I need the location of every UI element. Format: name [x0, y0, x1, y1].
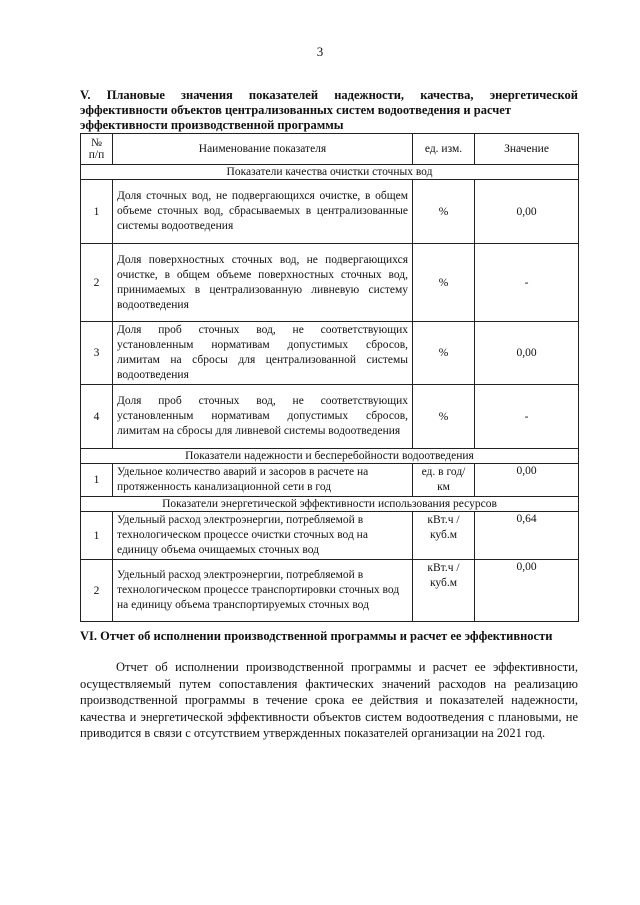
- row-unit: кВт.ч / куб.м: [413, 512, 475, 560]
- row-num: 2: [81, 244, 113, 322]
- table-row: [81, 322, 579, 385]
- row-num: 4: [81, 385, 113, 449]
- group-row: [81, 165, 579, 180]
- row-name: Доля проб сточных вод, не соответствующих установленным нормативам допустимых сбросов, лимитам на сбросы для централизованной системы водоотведения: [113, 322, 413, 385]
- table-header-row: [81, 134, 579, 165]
- row-value: 0,00: [475, 180, 579, 244]
- row-value: 0,00: [475, 322, 579, 385]
- row-unit: %: [413, 180, 475, 244]
- row-unit: кВт.ч / куб.м: [413, 560, 475, 622]
- row-name: Доля поверхностных сточных вод, не подвергающихся очистке, в общем объеме поверхностных сточных вод, принимаемых в централизованную ливневую систему водоотведения: [113, 244, 413, 322]
- section-5-title-line2: эффективности производственной программы: [80, 118, 344, 132]
- section-6-title: VI. Отчет об исполнении производственной программы и расчет ее эффективности: [80, 629, 553, 643]
- indicators-table: [80, 133, 579, 622]
- row-value: -: [475, 385, 579, 449]
- table-row: [81, 512, 579, 560]
- table-row: [81, 464, 579, 497]
- row-value: 0,64: [475, 512, 579, 560]
- row-value: 0,00: [475, 560, 579, 622]
- row-num: 3: [81, 322, 113, 385]
- group-row: [81, 497, 579, 512]
- group-title-quality: Показатели качества очистки сточных вод: [81, 165, 579, 180]
- group-title-energy: Показатели энергетической эффективности использования ресурсов: [81, 497, 579, 512]
- header-num: № п/п: [81, 134, 113, 165]
- row-name: Удельный расход электроэнергии, потребляемой в технологическом процессе транспортировки сточных вод на единицу объема транспортируемых сточных вод: [113, 560, 413, 622]
- header-name: Наименование показателя: [113, 134, 413, 165]
- header-unit: ед. изм.: [413, 134, 475, 165]
- table-row: [81, 244, 579, 322]
- header-value: Значение: [475, 134, 579, 165]
- row-name: Удельный расход электроэнергии, потребляемой в технологическом процессе очистки сточных вод на единицу объема очищаемых сточных вод: [113, 512, 413, 560]
- row-name: Доля проб сточных вод, не соответствующих установленным нормативам допустимых сбросов, лимитам на сбросы для ливневой системы водоотведения: [113, 385, 413, 449]
- table-row: [81, 385, 579, 449]
- row-num: 1: [81, 180, 113, 244]
- section-5-title-line1: V. Плановые значения показателей надежности, качества, энергетической эффективности объектов централизованных систем водоотведения и расчет: [80, 88, 578, 117]
- row-num: 1: [81, 512, 113, 560]
- row-num: 1: [81, 464, 113, 497]
- page-number: 3: [316, 44, 324, 59]
- row-value: -: [475, 244, 579, 322]
- group-row: [81, 449, 579, 464]
- row-unit: %: [413, 244, 475, 322]
- table-row: [81, 560, 579, 622]
- row-unit: %: [413, 385, 475, 449]
- table-row: [81, 180, 579, 244]
- row-unit: %: [413, 322, 475, 385]
- row-num: 2: [81, 560, 113, 622]
- group-title-reliability: Показатели надежности и бесперебойности водоотведения: [81, 449, 579, 464]
- row-unit: ед. в год/ км: [413, 464, 475, 497]
- row-value: 0,00: [475, 464, 579, 497]
- row-name: Доля сточных вод, не подвергающихся очистке, в общем объеме сточных вод, сбрасываемых в централизованные системы водоотведения: [113, 180, 413, 244]
- row-name: Удельное количество аварий и засоров в расчете на протяженность канализационной сети в год: [113, 464, 413, 497]
- section-6-paragraph: Отчет об исполнении производственной программы и расчет ее эффективности, осуществляемый путем сопоставления фактических значений расходов на реализацию производственной программы в течение срока ее действия и показателей надежности, качества и энергетической эффективности объектов систем водоотведения с плановыми, не приводится в связи с отсутствием утвержденных показателей организации на 2021 год.: [80, 660, 578, 740]
- section-5-title: [80, 88, 578, 133]
